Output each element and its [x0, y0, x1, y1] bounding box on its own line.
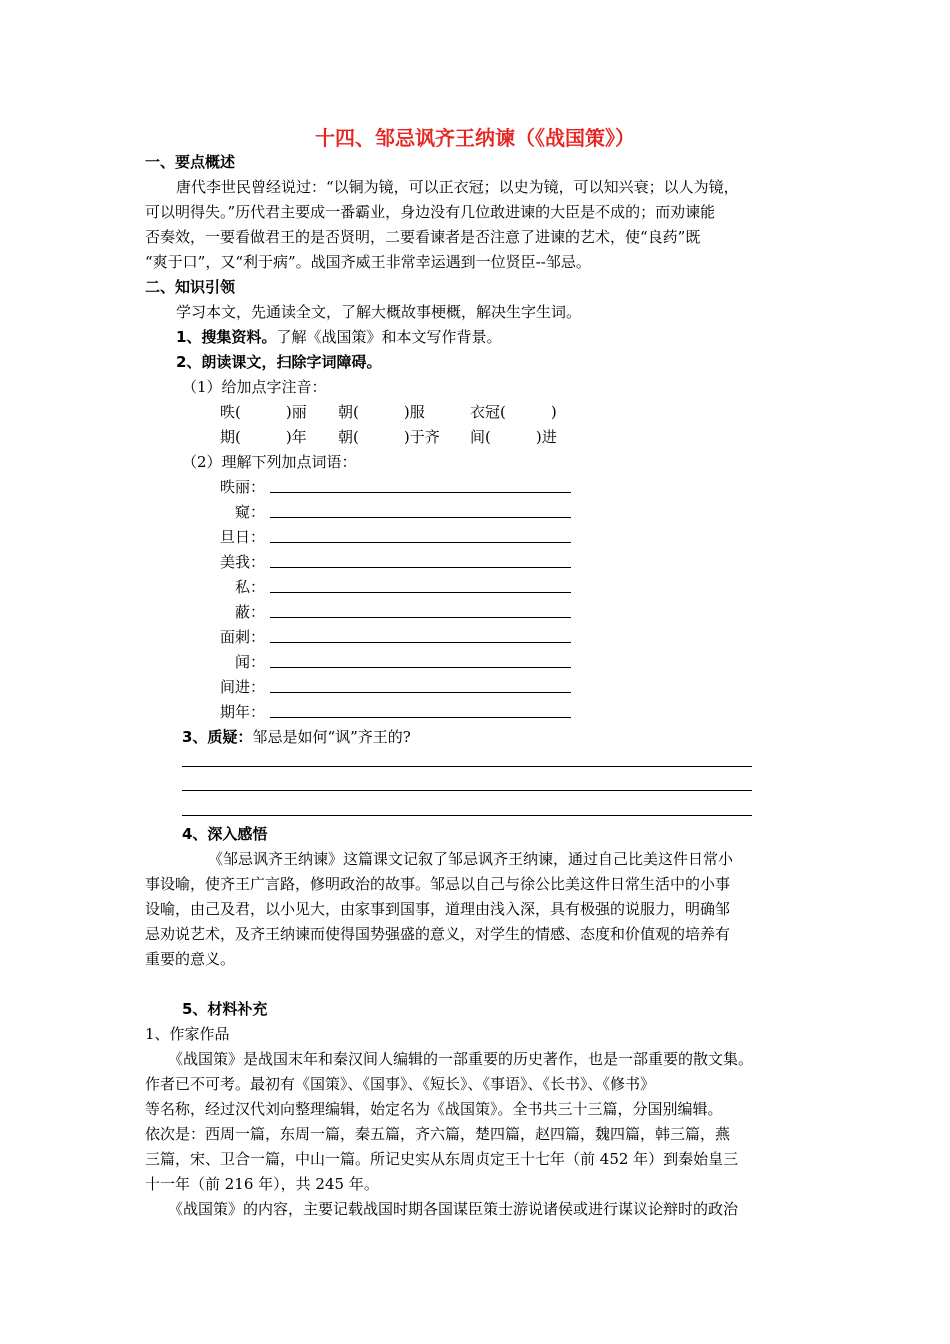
term-label: 私：: [234, 578, 265, 596]
overview-line: 唐代李世民曾经说过：“以铜为镜，可以正衣冠；以史为镜，可以知兴衰；以人为镜，: [176, 178, 739, 196]
supplement-line: 依次是：西周一篇，东周一篇，秦五篇，齐六篇，楚四篇，赵四篇，魏四篇，韩三篇，燕: [145, 1125, 731, 1143]
supplement-line: 《战国策》的内容，主要记载战国时期各国谋臣策士游说诸侯或进行谋议论辩时的政治: [168, 1200, 739, 1218]
pinyin-blank[interactable]: 朝( )于齐: [338, 428, 440, 446]
answer-line[interactable]: [270, 567, 571, 568]
supplement-line: 等名称，经过汉代刘向整理编辑，始定名为《战国策》。全书共三十三篇，分国别编辑。: [145, 1100, 723, 1118]
term-label: 面刺：: [219, 628, 265, 646]
term-label: 期年：: [219, 703, 265, 721]
insight-line: 忌劝说艺术，及齐王纳谏而使得国势强盛的意义，对学生的情感、态度和价值观的培养有: [145, 925, 731, 943]
knowledge-intro: 学习本文，先通读全文，了解大概故事梗概，解决生字生词。: [176, 303, 582, 321]
term-label: 旦日：: [219, 528, 265, 546]
pinyin-blank[interactable]: 间( )进: [470, 428, 557, 446]
section-heading-knowledge: 二、知识引领: [145, 278, 236, 296]
answer-line[interactable]: [270, 517, 571, 518]
supplement-line: 作者已不可考。最初有《国策》、《国事》、《短长》、《事语》、《长书》、《修书》: [145, 1075, 656, 1093]
supplement-line: 三篇，宋、卫合一篇，中山一篇。所记史实从东周贞定王十七年（前 452 年）到秦始皇三: [145, 1150, 739, 1168]
supplement-line: 十一年（前 216 年），共 245 年。: [145, 1175, 379, 1193]
answer-line[interactable]: [270, 542, 571, 543]
item-collect-text: 了解《战国策》和本文写作背景。: [276, 328, 502, 346]
answer-line[interactable]: [270, 492, 571, 493]
overview-line: “爽于口”，又“利于病”。战国齐威王非常幸运遇到一位贤臣--邹忌。: [145, 253, 591, 271]
term-label: 美我：: [219, 553, 265, 571]
page-title: 十四、邹忌讽齐王纳谏（《战国策》）: [315, 126, 635, 150]
item-read-aloud: 2、朗读课文，扫除字词障碍。: [176, 353, 382, 371]
term-label: 间进：: [219, 678, 265, 696]
insight-line: 重要的意义。: [145, 950, 236, 968]
term-label: 窥：: [234, 503, 265, 521]
item-question-text: 邹忌是如何“讽”齐王的?: [252, 728, 411, 746]
item-question-label: 3、质疑：: [182, 728, 253, 746]
answer-line[interactable]: [182, 815, 752, 816]
insight-line: 事设喻，使齐王广言路，修明政治的故事。邹忌以自己与徐公比美这件日常生活中的小事: [145, 875, 731, 893]
answer-line[interactable]: [182, 790, 752, 791]
answer-line[interactable]: [270, 617, 571, 618]
term-label: 蔽：: [234, 603, 265, 621]
supplement-line: 《战国策》是战国末年和秦汉间人编辑的一部重要的历史著作，也是一部重要的散文集。: [168, 1050, 754, 1068]
term-label: 闻：: [234, 653, 265, 671]
item-collect-label: 1、搜集资料。: [176, 328, 277, 346]
term-label: 昳丽：: [219, 478, 265, 496]
pinyin-blank[interactable]: 昳( )丽: [220, 403, 307, 421]
item-collect-materials: [176, 325, 501, 350]
item-supplement-heading: 5、材料补充: [182, 1000, 268, 1018]
answer-line[interactable]: [270, 717, 571, 718]
question-pinyin: （1）给加点字注音：: [182, 378, 327, 396]
pinyin-blank[interactable]: 期( )年: [220, 428, 307, 446]
answer-line[interactable]: [270, 692, 571, 693]
question-terms: （2）理解下列加点词语：: [182, 453, 357, 471]
subsection-author-works: 1、作家作品: [145, 1025, 230, 1043]
pinyin-blank[interactable]: 朝( )服: [338, 403, 425, 421]
insight-line: 《邹忌讽齐王纳谏》这篇课文记叙了邹忌讽齐王纳谏，通过自己比美这件日常小: [208, 850, 734, 868]
insight-line: 设喻，由己及君，以小见大，由家事到国事，道理由浅入深，具有极强的说服力，明确邹: [145, 900, 731, 918]
answer-line[interactable]: [270, 592, 571, 593]
overview-line: 可以明得失。”历代君主要成一番霸业，身边没有几位敢进谏的大臣是不成的；而劝谏能: [145, 203, 716, 221]
overview-line: 否奏效，一要看做君王的是否贤明，二要看谏者是否注意了进谏的艺术，使“良药”既: [145, 228, 701, 246]
answer-line[interactable]: [182, 766, 752, 767]
answer-line[interactable]: [270, 642, 571, 643]
item-insight-heading: 4、深入感悟: [182, 825, 268, 843]
section-heading-overview: 一、要点概述: [145, 153, 236, 171]
pinyin-blank[interactable]: 衣冠( ): [470, 403, 557, 421]
item-question: [182, 725, 411, 750]
answer-line[interactable]: [270, 667, 571, 668]
